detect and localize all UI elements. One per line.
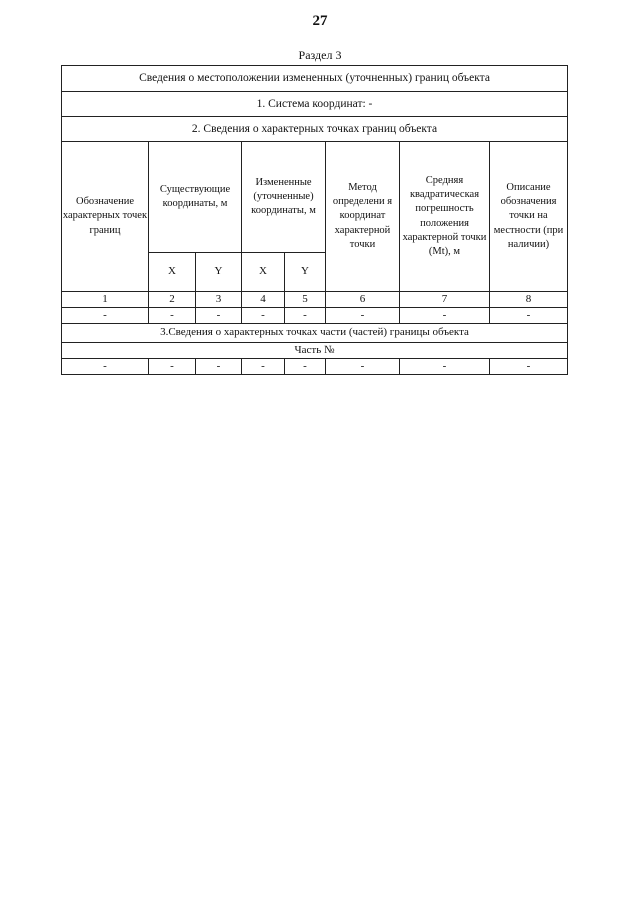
table-cell: -: [326, 359, 400, 375]
table-cell: -: [242, 308, 285, 324]
column-number: 6: [326, 292, 400, 308]
header-existing-y: Y: [196, 253, 242, 292]
column-number: 5: [285, 292, 326, 308]
table-cell: -: [285, 359, 326, 375]
header-description: Описание обозначения точки на местности (при наличии): [490, 142, 568, 292]
header-changed-x: X: [242, 253, 285, 292]
header-existing-coordinates: Существующие координаты, м: [149, 142, 242, 253]
table-cell: -: [285, 308, 326, 324]
table-cell: -: [400, 308, 490, 324]
table-title: Сведения о местоположении измененных (уточненных) границ объекта: [62, 66, 568, 92]
table-cell: -: [490, 359, 568, 375]
column-number: 2: [149, 292, 196, 308]
section-label: Раздел 3: [298, 48, 342, 62]
table-cell: -: [62, 308, 149, 324]
header-existing-x: X: [149, 253, 196, 292]
section3-title: 3.Сведения о характерных точках части (частей) границы объекта: [62, 324, 568, 343]
header-method: Метод определени я координат характерной точки: [326, 142, 400, 292]
part-label: Часть №: [62, 343, 568, 359]
column-number: 1: [62, 292, 149, 308]
header-accuracy: Средняя квадратическая погрешность положения характерной точки (Mt), м: [400, 142, 490, 292]
column-number: 3: [196, 292, 242, 308]
header-changed-coordinates: Измененные (уточненные) координаты, м: [242, 142, 326, 253]
boundary-points-table: [61, 65, 568, 375]
table-row: [62, 308, 568, 324]
table-cell: -: [400, 359, 490, 375]
table-row: [62, 359, 568, 375]
page-number: 27: [312, 13, 328, 29]
table-cell: -: [490, 308, 568, 324]
table-cell: -: [326, 308, 400, 324]
table-cell: -: [149, 308, 196, 324]
coordinate-system: 1. Система координат: -: [62, 92, 568, 117]
table-cell: -: [196, 359, 242, 375]
table-cell: -: [62, 359, 149, 375]
header-changed-y: Y: [285, 253, 326, 292]
table-cell: -: [242, 359, 285, 375]
column-number: 8: [490, 292, 568, 308]
table-cell: -: [149, 359, 196, 375]
header-designation: Обозначение характерных точек границ: [62, 142, 149, 292]
section2-title: 2. Сведения о характерных точках границ объекта: [62, 117, 568, 142]
table-cell: -: [196, 308, 242, 324]
column-number-row: [62, 292, 568, 308]
column-number: 7: [400, 292, 490, 308]
column-number: 4: [242, 292, 285, 308]
